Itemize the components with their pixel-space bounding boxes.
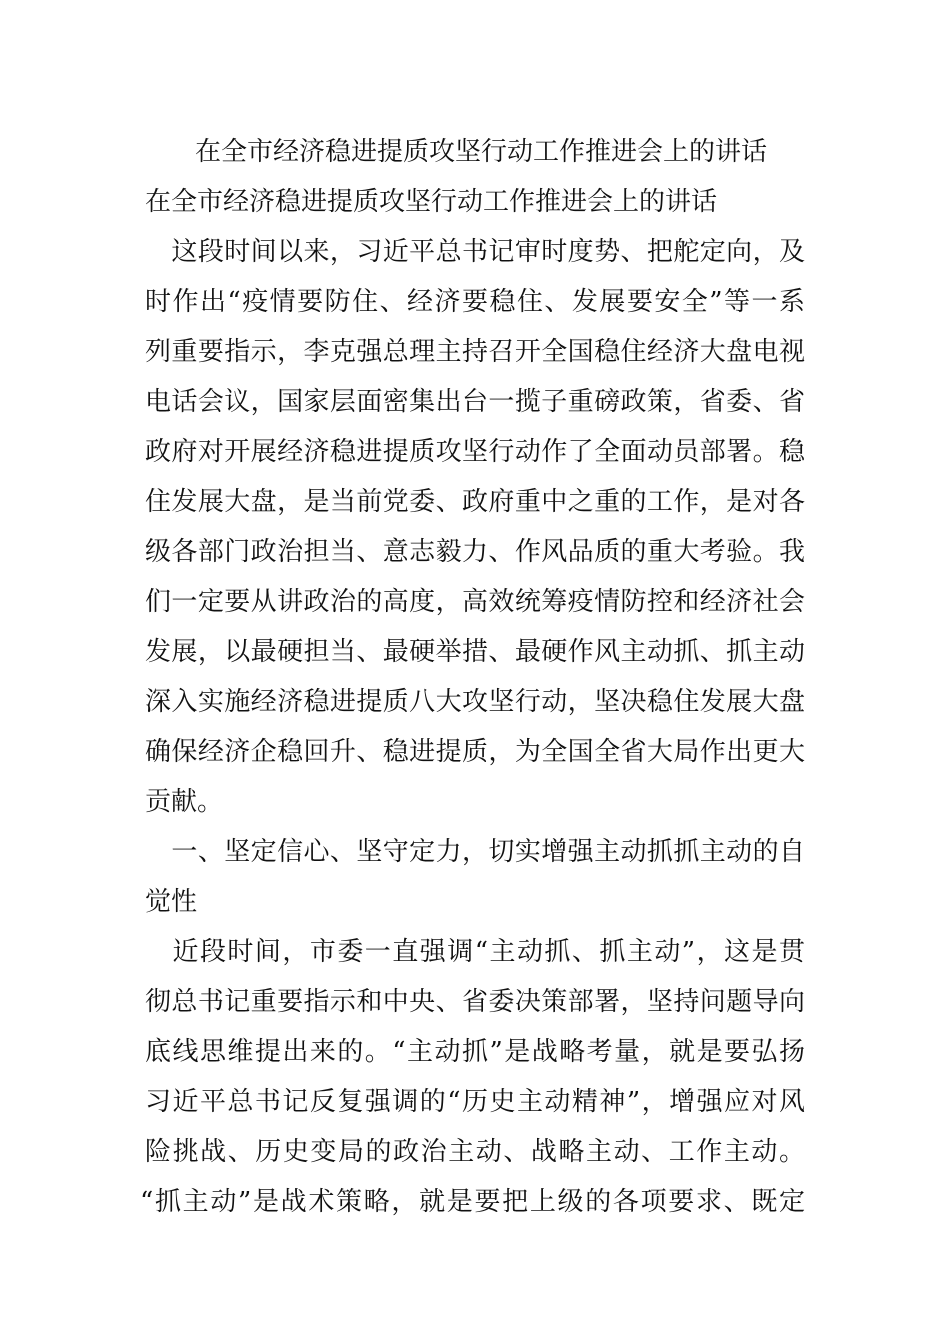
body-line-17: 底线思维提出来的。“主动抓”是战略考量，就是要弘扬 [145, 1037, 805, 1067]
body-line-3: 列重要指示，李克强总理主持召开全国稳住经济大盘电视 [145, 337, 805, 367]
section-heading-1: 一、坚定信心、坚守定力，切实增强主动抓抓主动的自 [145, 837, 805, 867]
body-line-1: 这段时间以来，习近平总书记审时度势、把舵定向，及 [145, 237, 805, 267]
section-heading-1-cont: 觉性 [145, 887, 198, 917]
document-title-repeat: 在全市经济稳进提质攻坚行动工作推进会上的讲话 [145, 187, 718, 217]
body-line-15: 近段时间，市委一直强调“主动抓、抓主动”，这是贯 [145, 937, 805, 967]
document-title: 在全市经济稳进提质攻坚行动工作推进会上的讲话 [195, 137, 768, 167]
body-line-7: 级各部门政治担当、意志毅力、作风品质的重大考验。我 [145, 537, 805, 567]
body-line-18: 习近平总书记反复强调的“历史主动精神”，增强应对风 [145, 1087, 805, 1117]
body-line-5: 政府对开展经济稳进提质攻坚行动作了全面动员部署。稳 [145, 437, 805, 467]
body-line-10: 深入实施经济稳进提质八大攻坚行动，坚决稳住发展大盘 [145, 687, 805, 717]
body-line-6: 住发展大盘，是当前党委、政府重中之重的工作，是对各 [145, 487, 805, 517]
body-line-20: “抓主动”是战术策略，就是要把上级的各项要求、既定 [140, 1187, 805, 1217]
body-line-4: 电话会议，国家层面密集出台一揽子重磅政策，省委、省 [145, 387, 805, 417]
body-line-8: 们一定要从讲政治的高度，高效统筹疫情防控和经济社会 [145, 587, 805, 617]
body-line-19: 险挑战、历史变局的政治主动、战略主动、工作主动。 [145, 1137, 805, 1167]
body-line-2: 时作出“疫情要防住、经济要稳住、发展要安全”等一系 [145, 287, 805, 317]
body-line-9: 发展，以最硬担当、最硬举措、最硬作风主动抓、抓主动 [145, 637, 805, 667]
body-line-11: 确保经济企稳回升、稳进提质，为全国全省大局作出更大 [145, 737, 805, 767]
body-line-16: 彻总书记重要指示和中央、省委决策部署，坚持问题导向 [145, 987, 805, 1017]
body-line-12: 贡献。 [145, 787, 224, 817]
